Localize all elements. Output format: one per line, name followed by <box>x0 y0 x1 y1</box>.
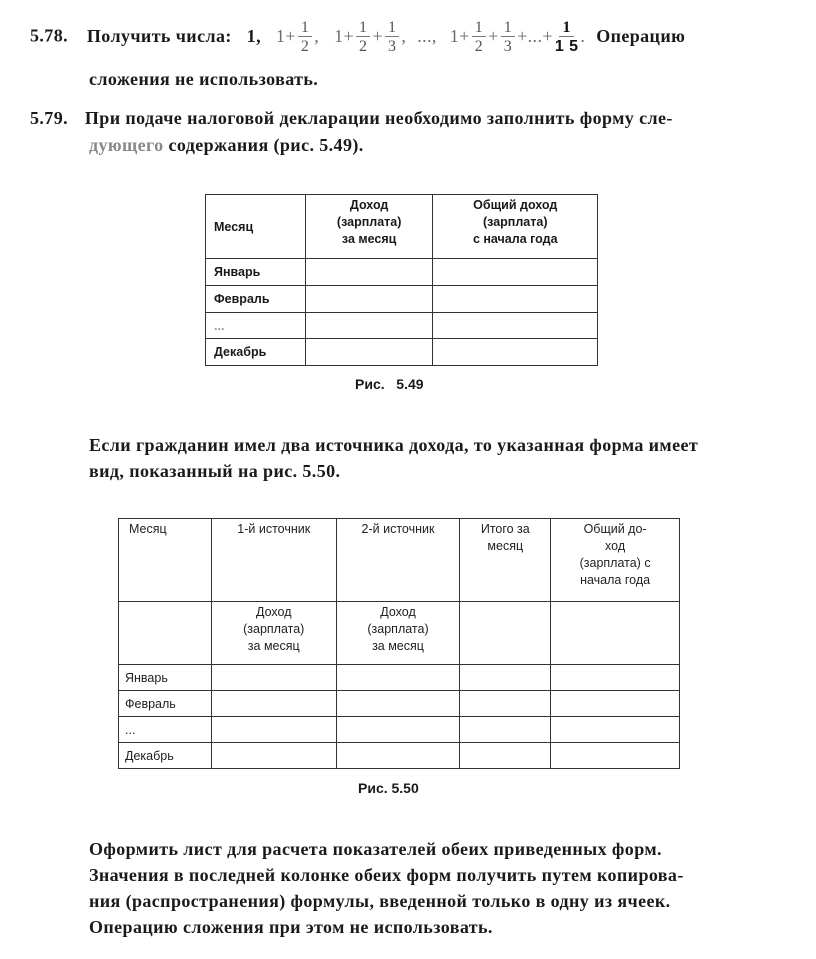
table-row <box>119 717 680 743</box>
table-row <box>206 286 598 313</box>
table-cell <box>460 691 551 717</box>
table-cell <box>551 665 680 691</box>
subheader-source-1: Доход (зарплата) за месяц <box>211 602 336 665</box>
table-cell <box>460 602 551 665</box>
row-label: Декабрь <box>206 339 306 366</box>
sequence-first: 1, <box>246 25 261 46</box>
table-cell <box>551 691 680 717</box>
sequence-ellipsis: ..., <box>417 25 437 46</box>
row-label: Январь <box>206 259 306 286</box>
subheader-source-2: Доход (зарплата) за месяц <box>336 602 460 665</box>
table-header-row <box>206 195 598 259</box>
header-month: Месяц <box>119 519 212 602</box>
table-cell <box>336 717 460 743</box>
header-source-2: 2-й источник <box>336 519 460 602</box>
problem-number: 5.78. <box>30 25 68 46</box>
table-row <box>206 259 598 286</box>
table-cell <box>551 602 680 665</box>
table-cell <box>305 259 433 286</box>
table-row <box>119 665 680 691</box>
problem-5-78-line1 <box>30 20 685 55</box>
problem-5-78-line2: сложения не использовать. <box>89 69 319 89</box>
table-cell <box>460 665 551 691</box>
row-label: Февраль <box>206 286 306 313</box>
header-total: Общий доход (зарплата) с начала года <box>433 195 598 259</box>
sequence-term-n: 1+ $\frac{1}{2}$ + $\frac{1}{3}$ +...+ $\frac{1}{1 5}$ . <box>449 19 586 55</box>
table-fig-5-49 <box>205 194 598 366</box>
header-month: Месяц <box>206 195 306 259</box>
row-label: ... <box>206 313 306 339</box>
paragraph-end-line1: Оформить лист для расчета показателей обеих приведенных форм. <box>89 839 662 859</box>
table-row <box>119 743 680 769</box>
problem-5-79-line1 <box>30 103 673 133</box>
table-cell <box>211 665 336 691</box>
problem-5-79-line2 <box>89 130 364 160</box>
problem-text: При подаче налоговой декларации необходимо заполнить форму сле- <box>84 108 673 128</box>
table-header-row <box>119 519 680 602</box>
table-cell <box>336 665 460 691</box>
sequence-term-3: 1+ $\frac{1}{2}$ + $\frac{1}{3}$ , <box>334 19 407 55</box>
table-row <box>119 691 680 717</box>
table-fig-5-50 <box>118 518 680 769</box>
problem-tail: Операцию <box>596 25 686 46</box>
table-cell <box>305 339 433 366</box>
table-cell <box>211 691 336 717</box>
paragraph-end-line3: ния (распространения) формулы, введенной только в одну из ячеек. <box>89 891 671 911</box>
table-cell <box>460 743 551 769</box>
problem-text: содержания (рис. 5.49). <box>168 135 364 155</box>
table-cell <box>433 339 598 366</box>
table-cell <box>433 259 598 286</box>
row-label: Январь <box>119 665 212 691</box>
table-cell <box>551 717 680 743</box>
table-cell <box>119 602 212 665</box>
header-total: Общий до- ход (зарплата) с начала года <box>551 519 680 602</box>
table-cell <box>336 691 460 717</box>
header-monthly-total: Итого за месяц <box>460 519 551 602</box>
problem-text-faded: дующего <box>89 135 164 155</box>
paragraph-mid-line1: Если гражданин имел два источника дохода, то указанная форма имеет <box>89 435 699 455</box>
problem-number: 5.79. <box>30 108 68 128</box>
table-cell <box>551 743 680 769</box>
row-label: Декабрь <box>119 743 212 769</box>
table-cell <box>433 313 598 339</box>
table-cell <box>211 743 336 769</box>
sequence-term-2: 1+ $\frac{1}{2}$ , <box>275 19 320 55</box>
figure-caption-5-49: Рис. 5.49 <box>355 376 424 392</box>
table-subheader-row <box>119 602 680 665</box>
problem-intro: Получить числа: <box>86 25 232 46</box>
header-income: Доход (зарплата) за месяц <box>305 195 433 259</box>
table-row <box>206 313 598 339</box>
table-cell <box>433 286 598 313</box>
figure-caption-5-50: Рис. 5.50 <box>358 780 419 796</box>
table-row <box>206 339 598 366</box>
table-cell <box>336 743 460 769</box>
header-source-1: 1-й источник <box>211 519 336 602</box>
table-cell <box>460 717 551 743</box>
row-label: ... <box>119 717 212 743</box>
table-cell <box>305 313 433 339</box>
paragraph-mid-line2: вид, показанный на рис. 5.50. <box>89 461 341 481</box>
paragraph-end-line2: Значения в последней колонке обеих форм получить путем копирова- <box>89 865 684 885</box>
table-cell <box>305 286 433 313</box>
row-label: Февраль <box>119 691 212 717</box>
table-cell <box>211 717 336 743</box>
paragraph-end-line4: Операцию сложения при этом не использовать. <box>89 917 493 937</box>
